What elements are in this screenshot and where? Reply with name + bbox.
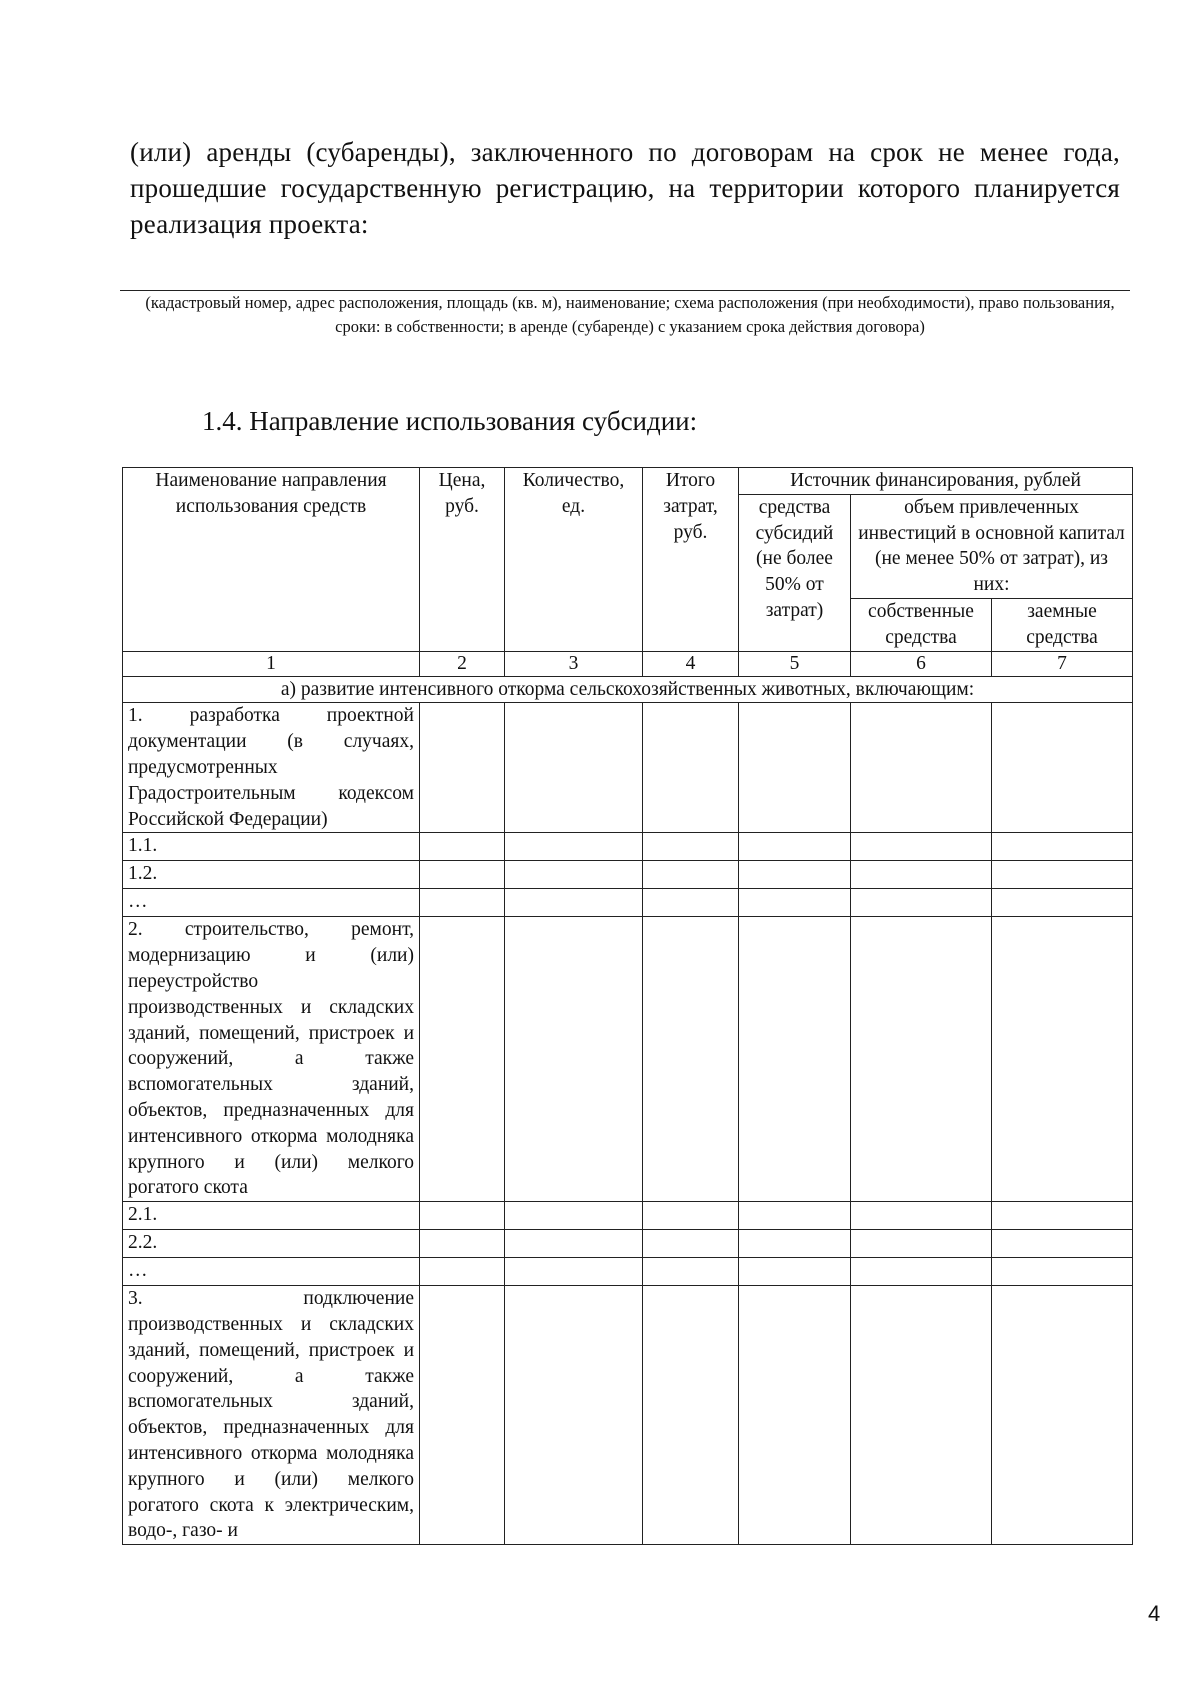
row-label: …	[123, 1258, 420, 1286]
table-row	[123, 917, 1133, 1202]
row-label: 1.2.	[123, 861, 420, 889]
table-row	[123, 1286, 1133, 1545]
column-number: 1	[123, 651, 420, 676]
table-row	[123, 1258, 1133, 1286]
field-note: (кадастровый номер, адрес расположения, площадь (кв. м), наименование; схема расположения (при необходимости), право пользования, сроки: в собственности; в аренде (субаренде) с указанием срока действия договора)	[145, 293, 1115, 336]
header-funding-source: Источник финансирования, рублей	[739, 468, 1133, 495]
header-price: Цена, руб.	[420, 468, 505, 652]
row-label: …	[123, 889, 420, 917]
row-label: 2.1.	[123, 1202, 420, 1230]
row-label: 3. подключение производственных и складских зданий, помещений, пристроек и сооружений, а также вспомогательных зданий, объектов, предназначенных для интенсивного откорма молодняка крупного и (или) мелкого рогатого скота к электрическим, водо-, газо- и	[123, 1286, 420, 1545]
header-subsidy-funds: средства субсидий (не более 50% от затрат)	[739, 494, 851, 651]
header-quantity: Количество, ед.	[505, 468, 643, 652]
table-row	[123, 833, 1133, 861]
subsidy-usage-table	[122, 467, 1133, 1545]
row-label: 2. строительство, ремонт, модернизацию и (или) переустройство производственных и складских зданий, помещений, пристроек и сооружений, а также вспомогательных зданий, объектов, предназначенных для интенсивного откорма молодняка крупного и (или) мелкого рогатого скота	[123, 917, 420, 1202]
column-number: 6	[851, 651, 992, 676]
table-row	[123, 861, 1133, 889]
table-row	[123, 1202, 1133, 1230]
header-total: Итого затрат, руб.	[643, 468, 739, 652]
column-number: 2	[420, 651, 505, 676]
row-label: 1.1.	[123, 833, 420, 861]
intro-paragraph: (или) аренды (субаренды), заключенного по договорам на срок не менее года, прошедшие государственную регистрацию, на территории которого планируется реализация проекта:	[130, 137, 1120, 239]
row-label: 2.2.	[123, 1230, 420, 1258]
column-number: 7	[992, 651, 1133, 676]
column-number: 4	[643, 651, 739, 676]
row-label: 1. разработка проектной документации (в случаях, предусмотренных Градостроительным кодексом Российской Федерации)	[123, 703, 420, 833]
column-number: 3	[505, 651, 643, 676]
column-number: 5	[739, 651, 851, 676]
table-row	[123, 1230, 1133, 1258]
header-name: Наименование направления использования средств	[123, 468, 420, 652]
page-number: 4	[1148, 1601, 1161, 1626]
section-a-label: а) развитие интенсивного откорма сельскохозяйственных животных, включающим:	[123, 676, 1133, 703]
header-investments: объем привлеченных инвестиций в основной капитал (не менее 50% от затрат), из них:	[851, 494, 1133, 598]
table-row	[123, 889, 1133, 917]
header-borrowed-funds: заемные средства	[992, 598, 1133, 651]
header-own-funds: собственные средства	[851, 598, 992, 651]
table-row	[123, 703, 1133, 833]
section-heading: 1.4. Направление использования субсидии:	[202, 406, 698, 436]
